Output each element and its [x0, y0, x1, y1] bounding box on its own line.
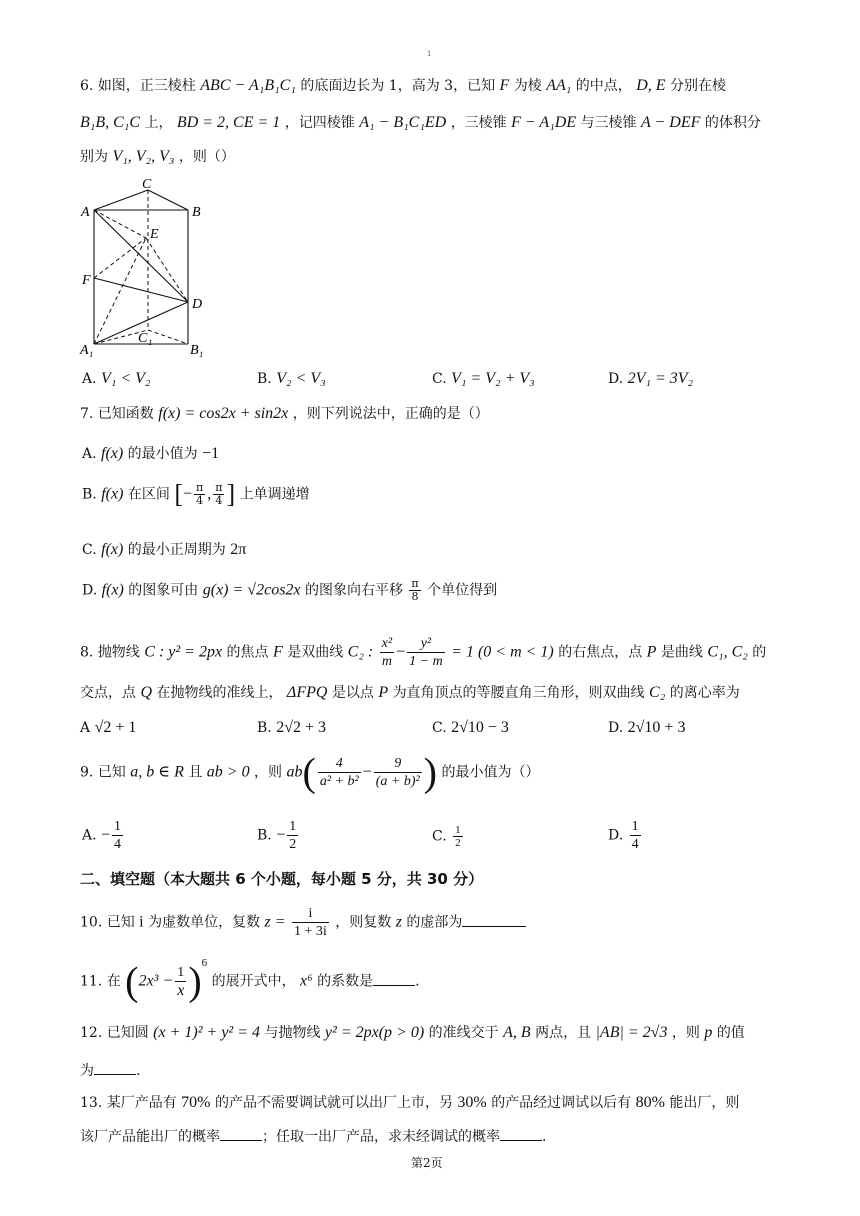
q12-text: 的准线交于 — [428, 1025, 499, 1041]
comma: , — [207, 485, 212, 503]
answer-blank[interactable] — [94, 1060, 136, 1075]
period: . — [136, 1063, 141, 1079]
segment-FE — [94, 238, 146, 278]
q7-text: ，则下列说法中，正确的是（） — [292, 406, 489, 422]
q9-option-d — [608, 818, 643, 853]
q12-p: p — [704, 1024, 713, 1041]
frac-num: 1 — [455, 824, 461, 836]
q10-i: i — [139, 913, 144, 931]
q6-text: ，则（） — [178, 149, 235, 165]
q6-DE: D, E — [636, 77, 666, 94]
q6-pyramid1: A₁ − B₁C₁ED — [359, 114, 447, 131]
q8-C2: C₂ : — [347, 643, 374, 661]
frac-den: (a + b)² — [375, 774, 420, 789]
option-text: 的最小值为 — [127, 446, 198, 462]
frac-num: 1 — [175, 964, 186, 982]
q7-option-a — [82, 445, 219, 463]
q13-text: 某厂产品有 — [106, 1095, 177, 1111]
q8-text: 是双曲线 — [287, 644, 344, 661]
g-function: g(x) = √2cos2x — [202, 581, 301, 599]
q9-text: 且 — [188, 764, 203, 781]
q10-text: 为虚数单位，复数 — [148, 914, 261, 931]
q8-Q: Q — [140, 684, 153, 701]
label-C1: C₁ — [138, 331, 153, 346]
prism-figure — [78, 176, 218, 358]
q6-text: 上， — [144, 115, 173, 131]
q6-option-b — [257, 370, 326, 388]
q13-text: ；任取一出厂产品，求未经调试的概率 — [262, 1129, 500, 1145]
edge-CB — [148, 190, 188, 210]
frac-den: 2 — [455, 837, 461, 849]
label-D: D — [192, 297, 203, 312]
q11-stem — [80, 956, 420, 1004]
segment-AD — [94, 210, 188, 302]
q11-text: 在 — [106, 973, 121, 990]
frac-num: 9 — [374, 755, 422, 773]
segment-A1E — [94, 238, 146, 344]
edge-AC — [94, 190, 148, 210]
label-B1: B₁ — [190, 343, 204, 358]
option-text: 在区间 — [127, 486, 170, 503]
frac-num: 1 — [289, 819, 297, 834]
q8-F: F — [272, 643, 283, 661]
option-sign: − — [101, 826, 111, 844]
q8-line1 — [80, 635, 766, 670]
fraction-pi-8 — [409, 578, 420, 603]
q8-parabola: C : y² = 2px — [144, 643, 223, 661]
option-text: 2V₁ = 3V₂ — [627, 370, 694, 387]
option-text: √2 + 1 — [94, 719, 137, 736]
frac-num: π — [196, 481, 204, 494]
frac-num: 1 — [114, 819, 122, 834]
answer-blank[interactable] — [373, 971, 415, 986]
q11-fraction — [175, 964, 186, 999]
page-number: 第2页 — [411, 1156, 443, 1170]
option-fraction — [112, 818, 123, 853]
q11-text: 的系数是 — [317, 973, 374, 990]
q6-F: F — [499, 77, 510, 94]
option-fraction — [287, 818, 298, 853]
q12-number: 12. — [80, 1025, 103, 1041]
q11-x6: x⁶ — [300, 972, 313, 990]
q6-option-c — [432, 370, 535, 388]
segment-AE — [94, 210, 146, 238]
option-fraction — [453, 824, 463, 849]
label-F: F — [82, 273, 91, 288]
q8-text: 为直角顶点的等腰直角三角形，则双曲线 — [392, 685, 645, 701]
q8-line2 — [80, 684, 740, 702]
answer-blank[interactable] — [462, 912, 526, 927]
q6-text: ，三棱锥 — [450, 115, 507, 131]
q13-percent: 70% — [181, 1094, 211, 1111]
q8-text: 是以点 — [331, 685, 374, 701]
q12-text: ，则 — [671, 1025, 700, 1041]
period: . — [542, 1129, 547, 1145]
minus-sign: − — [362, 763, 372, 781]
frac-x2-m — [380, 635, 394, 670]
option-label: A — [80, 720, 91, 736]
frac-num: 1 — [631, 819, 639, 834]
frac-den: 4 — [196, 494, 204, 507]
q8-text: 交点，点 — [80, 685, 136, 701]
q6-text: 为棱 — [513, 78, 542, 94]
q10-text: ，则复数 — [335, 914, 392, 931]
q8-triangle: ΔFPQ — [286, 684, 328, 701]
option-label: C. — [82, 542, 97, 558]
frac-den: 4 — [215, 494, 223, 507]
option-value: −1 — [202, 445, 220, 462]
option-label: B. — [82, 486, 97, 503]
frac-den: 4 — [114, 837, 122, 852]
q13-percent: 80% — [635, 1094, 665, 1111]
q8-option-c — [432, 719, 509, 737]
q13-percent: 30% — [457, 1094, 487, 1111]
frac-den: x — [177, 982, 185, 999]
frac-den: 1 + 3i — [294, 924, 327, 939]
q13-line2 — [80, 1126, 546, 1146]
q8-option-a — [80, 719, 136, 737]
option-text: V₂ < V₃ — [276, 370, 326, 387]
q6-lengths: BD = 2, CE = 1 — [176, 114, 281, 131]
q8-text: 的右焦点，点 — [558, 644, 643, 661]
label-A1: A₁ — [80, 343, 94, 358]
option-label: D. — [82, 582, 98, 599]
q12-chord: |AB| = 2√3 — [595, 1024, 668, 1041]
option-value: 2π — [230, 541, 247, 558]
q6-option-d — [608, 370, 693, 388]
q8-text: 抛物线 — [97, 644, 140, 661]
q10-text: 的虚部为 — [406, 914, 463, 931]
edge-C1B1 — [148, 330, 188, 344]
option-text: 上单调递增 — [239, 486, 310, 503]
q6-text: 与三棱锥 — [580, 115, 637, 131]
q12-circle: (x + 1)² + y² = 4 — [153, 1024, 261, 1041]
frac-den: 2 — [289, 837, 297, 852]
q12-text: 的值 — [716, 1025, 745, 1041]
q6-text: 别为 — [80, 149, 108, 165]
q12-line2 — [80, 1060, 140, 1080]
q8-number: 8. — [80, 644, 94, 661]
option-text: 的图象向右平移 — [304, 582, 403, 599]
q6-line1 — [80, 77, 726, 95]
q8-text: 的焦点 — [226, 644, 269, 661]
q6-text: 的体积分 — [704, 115, 761, 131]
q10-text: 已知 — [106, 914, 135, 931]
fx: f(x) — [101, 445, 124, 462]
q9-text: 的最小值为（） — [441, 764, 540, 781]
q8-text: 的 — [752, 644, 767, 661]
q12-text: 为 — [80, 1063, 94, 1079]
q8-condition: = 1 (0 < m < 1) — [451, 643, 554, 661]
bracket-right: ] — [226, 479, 236, 509]
q8-option-b — [257, 719, 326, 737]
q6-text: 分别在棱 — [670, 78, 727, 94]
frac-den: a² + b² — [319, 774, 359, 789]
q8-curves: C₁, C₂ — [707, 643, 748, 661]
q12-AB: A, B — [503, 1024, 531, 1041]
q13-text: 的产品经过调试以后有 — [491, 1095, 632, 1111]
frac-num: π — [215, 481, 223, 494]
q8-text: 的离心率为 — [669, 685, 740, 701]
q10-z: z — [395, 913, 402, 931]
q9-ab: ab — [286, 763, 303, 781]
minus-sign: − — [182, 485, 193, 503]
q8-P: P — [646, 643, 657, 661]
answer-blank[interactable] — [220, 1126, 262, 1141]
q12-text: 两点，且 — [535, 1025, 592, 1041]
q6-text: 如图，正三棱柱 — [97, 78, 196, 94]
q8-P: P — [378, 684, 389, 701]
q6-AA1: AA₁ — [546, 77, 572, 94]
q13-text: 能出厂，则 — [669, 1095, 740, 1111]
q11-text: 的展开式中， — [211, 973, 296, 990]
q9-domain: a, b ∈ R — [130, 763, 184, 781]
option-label: A. — [82, 827, 97, 844]
frac-den: m — [381, 654, 392, 669]
option-label: C. — [432, 371, 447, 387]
option-text: 2√10 − 3 — [451, 719, 509, 736]
frac-num: 4 — [318, 755, 361, 773]
answer-blank[interactable] — [500, 1126, 542, 1141]
frac-num: x² — [381, 636, 393, 651]
option-text: 2√10 + 3 — [627, 719, 686, 736]
q8-option-d — [608, 719, 685, 737]
q13-line1 — [80, 1094, 739, 1112]
segment-FD — [94, 278, 188, 302]
q10-stem — [80, 905, 526, 940]
q6-line2 — [80, 114, 761, 132]
q9-condition: ab > 0 — [206, 763, 250, 781]
q6-prism: ABC − A₁B₁C₁ — [200, 77, 296, 94]
q12-text: 已知圆 — [106, 1025, 149, 1041]
frac-num: y² — [407, 635, 445, 653]
option-label: D. — [608, 371, 624, 387]
frac-den: 8 — [411, 590, 419, 603]
period: . — [415, 973, 420, 990]
q6-number: 6. — [80, 78, 94, 94]
option-label: B. — [257, 371, 272, 387]
frac-num: π — [411, 577, 419, 590]
frac-4 — [318, 755, 361, 790]
paren-right: ) — [188, 958, 202, 1004]
frac-9 — [374, 755, 422, 790]
frac-num: i — [292, 905, 329, 923]
label-C: C — [142, 177, 152, 192]
q12-line1 — [80, 1024, 745, 1042]
option-text: V₁ < V₂ — [101, 370, 151, 387]
q7-function: f(x) = cos2x + sin2x — [158, 405, 289, 422]
q13-number: 13. — [80, 1095, 103, 1111]
q11-number: 11. — [80, 973, 103, 990]
bracket-left: [ — [174, 479, 183, 509]
q10-fraction — [292, 905, 329, 940]
fraction-pi-4 — [194, 482, 205, 507]
q7-option-d — [82, 578, 497, 603]
q9-text: 已知 — [97, 764, 126, 781]
q8-text: 在抛物线的准线上， — [156, 685, 283, 701]
q7-option-c — [82, 541, 246, 559]
option-label: A. — [82, 371, 97, 387]
label-B: B — [192, 205, 201, 220]
option-text: 的图象可由 — [128, 582, 199, 599]
q6-option-a — [82, 370, 150, 388]
q7-text: 已知函数 — [97, 406, 154, 422]
paren-left: ( — [302, 749, 316, 795]
q8-C2: C₂ — [649, 684, 666, 701]
frac-y2-1m — [407, 635, 445, 670]
option-text: 2√2 + 3 — [276, 719, 327, 736]
frac-den: 4 — [631, 837, 639, 852]
q6-pyramid2: F − A₁DE — [511, 114, 577, 131]
q6-edges: B₁B, C₁C — [80, 114, 141, 131]
option-label: B. — [257, 827, 272, 844]
paren-right: ) — [423, 749, 437, 795]
q6-line3 — [80, 148, 235, 166]
q11-power: 6 — [201, 956, 208, 969]
q12-text: 与抛物线 — [264, 1025, 321, 1041]
minus-sign: − — [396, 643, 406, 661]
option-fraction — [630, 818, 641, 853]
q9-option-b — [257, 818, 300, 853]
top-mark: 1 — [427, 50, 432, 58]
q6-text: 的中点， — [575, 78, 632, 94]
option-sign: − — [276, 826, 286, 844]
label-A: A — [81, 205, 90, 220]
fx: f(x) — [101, 541, 124, 558]
section-heading: 二、填空题（本大题共 6 个小题，每小题 5 分，共 30 分） — [80, 870, 484, 888]
q10-number: 10. — [80, 914, 103, 931]
frac-den: 1 − m — [409, 654, 443, 669]
option-label: D. — [608, 720, 624, 736]
option-label: C. — [432, 720, 447, 736]
option-label: D. — [608, 827, 624, 844]
option-text: 个单位得到 — [427, 582, 498, 599]
option-label: A. — [82, 446, 97, 462]
q7-option-b — [82, 479, 310, 509]
q9-text: ，则 — [254, 764, 283, 781]
q6-volumes: V₁, V₂, V₃ — [112, 148, 175, 165]
paren-left: ( — [125, 958, 139, 1004]
q9-option-a — [82, 818, 125, 853]
option-label: C. — [432, 828, 447, 845]
q9-stem — [80, 749, 540, 795]
option-text: 的最小正周期为 — [127, 542, 226, 558]
q6-text: 的底面边长为 1，高为 3，已知 — [300, 78, 496, 94]
option-label: B. — [257, 720, 272, 736]
fx: f(x) — [101, 581, 124, 599]
q7-number: 7. — [80, 406, 94, 422]
fraction-pi-4 — [213, 482, 224, 507]
q13-text: 该厂产品能出厂的概率 — [80, 1129, 220, 1145]
q6-pyramid3: A − DEF — [641, 114, 701, 131]
q12-parabola: y² = 2px(p > 0) — [324, 1024, 425, 1041]
q10-z: z = — [264, 913, 286, 931]
q8-text: 是曲线 — [660, 644, 703, 661]
option-text: V₁ = V₂ + V₃ — [451, 370, 535, 387]
q6-text: ，记四棱锥 — [284, 115, 355, 131]
q7-stem — [80, 405, 489, 423]
fx: f(x) — [101, 485, 124, 503]
q9-option-c — [432, 824, 465, 849]
q9-number: 9. — [80, 764, 94, 781]
q11-expr: 2x³ − — [138, 972, 174, 990]
q13-text: 的产品不需要调试就可以出厂上市，另 — [214, 1095, 453, 1111]
label-E: E — [150, 227, 159, 242]
